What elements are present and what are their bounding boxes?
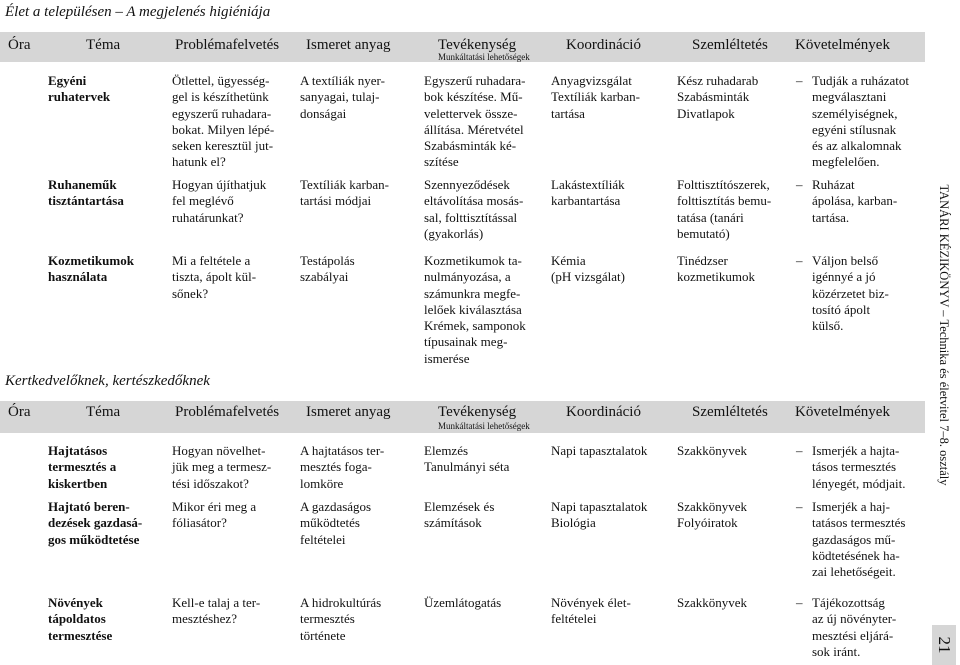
col-problemafelvetes: Problémafelvetés [175,404,280,420]
col-tevekenyseg: Tevékenység [438,404,517,420]
table-row-tevekenyseg: Kozmetikumok ta- nulmányozása, a számunkra megfe- lelőek kiválasztása Krémek, samponok típusainak meg- ismerése [424,253,526,366]
list-dash: – [796,499,803,514]
col-szemleltetes: Szemléltetés [692,37,768,53]
table-row-koordinacio: Napi tapasztalatok [551,443,648,458]
table-row-problema: Kell-e talaj a ter- mesztéshez? [172,595,261,627]
list-dash: – [796,443,803,458]
col-problemafelvetes: Problémafelvetés [175,37,280,53]
col-ismeret-anyag: Ismeret anyag [306,37,391,53]
table-row-koordinacio: Napi tapasztalatok Biológia [551,499,648,531]
col-ismeret-anyag: Ismeret anyag [306,404,391,420]
table-row-tevekenyseg: Elemzés Tanulmányi séta [424,443,510,475]
col-tema: Téma [86,404,121,420]
section-title: Kertkedvelőknek, kertészkedőknek [5,373,210,389]
col-tema: Téma [86,37,121,53]
col-kovetelmenyek: Követelmények [795,37,890,53]
table-row-tevekenyseg: Üzemlátogatás [424,595,502,610]
table-row-ismeret: A hajtatásos ter- mesztés foga- lomköre [300,443,385,491]
table-row-problema: Mikor éri meg a fóliasátor? [172,499,257,531]
table-row-szemleltetes: Szakkönyvek Folyóiratok [677,499,748,531]
table-row-tema: Ruhaneműk tisztántartása [48,177,124,209]
table-row-szemleltetes: Szakkönyvek [677,595,748,610]
table-row-ismeret: A textíliák nyer- sanyagai, tulaj- donságai [300,73,385,121]
table-row-problema: Hogyan újíthatjuk fel meglévő ruhatárunkat? [172,177,267,225]
table-row-kovetelmeny: Ruházat ápolása, karban- tartása. [812,177,898,225]
table-row-tema: Kozmetikumok használata [48,253,134,285]
table-row-problema: Mi a feltétele a tiszta, ápolt kül- sőnek? [172,253,257,301]
side-running-title: TANÁRI KÉZIKÖNYV – Technika és életvitel 7–8. osztály [937,184,951,486]
table-row-koordinacio: Növények élet- feltételei [551,595,631,627]
table-row-problema: Ötlettel, ügyesség- gel is készíthetünk egyszerű ruhadara- bokat. Milyen lépé- seken keresztül jut- hatunk el? [172,73,275,170]
table-row-szemleltetes: Tinédzser kozmetikumok [677,253,755,285]
table-row-tema: Növények tápoldatos termesztése [48,595,113,643]
table-row-kovetelmeny: Ismerjék a haj- tatásos termesztés gazdaságos mű- ködtetésének ha- zai lehetőségeit. [812,499,906,580]
col-ora: Óra [8,37,31,53]
table-row-ismeret: Testápolás szabályai [300,253,355,285]
page-title: Élet a településen – A megjelenés higiéniája [5,4,271,20]
table-row-koordinacio: Kémia (pH vizsgálat) [551,253,626,285]
table-row-tema: Egyéni ruhatervek [48,73,111,105]
page-number: 21 [935,636,954,654]
col-ora: Óra [8,404,31,420]
table-row-ismeret: A hidrokultúrás termesztés története [300,595,382,643]
table-row-kovetelmeny: Váljon belső igénnyé a jó közérzetet biz- tosító ápolt külső. [812,253,889,334]
col-kovetelmenyek: Követelmények [795,404,890,420]
table-row-szemleltetes: Szakkönyvek [677,443,748,458]
table-row-tevekenyseg: Elemzések és számítások [424,499,495,531]
table-row-tevekenyseg: Egyszerű ruhadara- bok készítése. Mű- velettervek össze- állítása. Méretvétel Szabásminták ké- szítése [424,73,526,170]
table-row-koordinacio: Anyagvizsgálat Textíliák karban- tartása [551,73,640,121]
table-row-problema: Hogyan növelhet- jük meg a termesz- tési időszakot? [172,443,272,491]
table-row-tevekenyseg: Szennyeződések eltávolítása mosás- sal, folttisztítással (gyakorlás) [424,177,524,241]
table-row-koordinacio: Lakástextíliák karbantartása [551,177,625,209]
col-tevekenyseg-sub: Munkáltatási lehetőségek [438,421,530,431]
list-dash: – [796,253,803,268]
list-dash: – [796,595,803,610]
col-tevekenyseg: Tevékenység [438,37,517,53]
col-tevekenyseg-sub: Munkáltatási lehetőségek [438,52,530,62]
table-row-ismeret: Textíliák karban- tartási módjai [300,177,389,209]
table-row-kovetelmeny: Ismerjék a hajta- tásos termesztés lényegét, módjait. [812,443,906,491]
col-szemleltetes: Szemléltetés [692,404,768,420]
col-koordinacio: Koordináció [566,37,641,53]
table-row-szemleltetes: Kész ruhadarab Szabásminták Divatlapok [677,73,759,121]
table-header-2 [0,401,925,433]
table-row-tema: Hajtató beren- dezések gazdasá- gos működtetése [48,499,143,547]
table-row-tema: Hajtatásos termesztés a kiskertben [48,443,117,491]
list-dash: – [796,73,803,88]
table-row-kovetelmeny: Tudják a ruházatot megválasztani személyiségnek, egyéni stílusnak és az alkalomnak megfelelően. [812,73,909,170]
table-row-ismeret: A gazdaságos működtetés feltételei [300,499,372,547]
col-koordinacio: Koordináció [566,404,641,420]
table-header-1 [0,32,925,62]
table-row-kovetelmeny: Tájékozottság az új növényter- mesztési eljárá- sok iránt. [812,595,897,659]
table-row-szemleltetes: Folttisztítószerek, folttisztítás bemu- tatása (tanári bemutató) [677,177,772,241]
list-dash: – [796,177,803,192]
